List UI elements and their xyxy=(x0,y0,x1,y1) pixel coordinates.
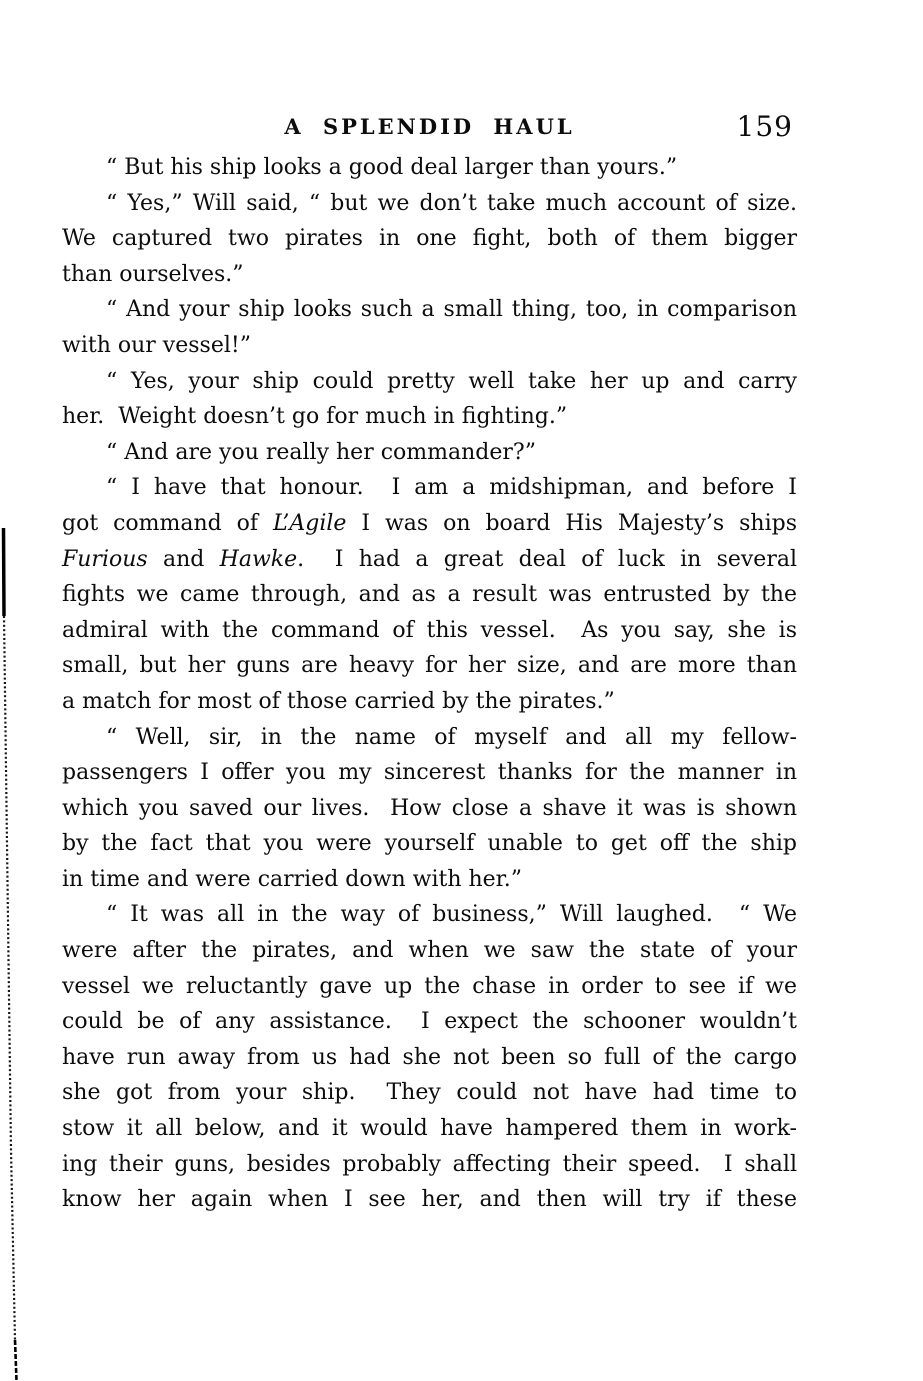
text-line: have run away from us had she not been so full of the cargo xyxy=(62,1044,797,1070)
text-line xyxy=(62,506,797,542)
text-segment: I was on board His Majesty’s ships xyxy=(346,510,798,536)
text-line: could be of any assistance. I expect the schooner wouldn’t xyxy=(62,1009,797,1035)
text-line: admiral with the command of this vessel. As you say, she is xyxy=(62,617,797,643)
text-line: know her again when I see her, and then will try if these xyxy=(62,1187,797,1213)
text-segment: . I had a great deal of luck in several xyxy=(297,546,797,572)
text-line xyxy=(62,542,797,578)
text-line: vessel we reluctantly gave up the chase in order to see if we xyxy=(62,973,797,999)
text-line: We captured two pirates in one fight, both of them bigger xyxy=(62,226,797,252)
text-line: her. Weight doesn’t go for much in fighting.” xyxy=(62,404,568,430)
paragraph xyxy=(62,897,797,1217)
text-line: she got from your ship. They could not have had time to xyxy=(62,1080,797,1106)
text-line: “ And are you really her commander?” xyxy=(106,439,536,465)
text-line: “ But his ship looks a good deal larger than yours.” xyxy=(106,155,678,180)
text-line: fights we came through, and as a result was entrusted by the xyxy=(62,582,797,608)
text-line: “ I have that honour. I am a midshipman, and before I xyxy=(106,475,797,501)
paragraph xyxy=(62,292,797,363)
text-line: “ And your ship looks such a small thing, too, in comparison xyxy=(106,297,797,323)
text-line: “ It was all in the way of business,” Will laughed. “ We xyxy=(106,902,797,928)
text-segment: got command of xyxy=(62,510,274,536)
text-line: in time and were carried down with her.” xyxy=(62,866,523,892)
text-line: were after the pirates, and when we saw the state of your xyxy=(62,938,797,964)
text-line: “ Well, sir, in the name of myself and all my fellow- xyxy=(106,724,797,750)
scan-binding-artifact xyxy=(0,0,25,1381)
page-text xyxy=(62,150,797,1218)
text-line: “ Yes, your ship could pretty well take her up and carry xyxy=(106,368,797,394)
text-segment: and xyxy=(147,546,220,572)
text-line: with our vessel!” xyxy=(62,332,251,358)
ship-name-italic: Hawke xyxy=(219,546,298,572)
text-line: a match for most of those carried by the pirates.” xyxy=(62,688,615,714)
page-number: 159 xyxy=(736,110,793,143)
text-line: “ Yes,” Will said, “ but we don’t take much account of size. xyxy=(106,190,797,216)
ship-name-italic: L’Agile xyxy=(273,510,347,536)
text-line: which you saved our lives. How close a shave it was is shown xyxy=(62,795,797,821)
paragraph xyxy=(62,186,797,293)
text-line: ing their guns, besides probably affecting their speed. I shall xyxy=(62,1151,797,1177)
paragraph xyxy=(62,150,797,186)
ship-name-italic: Furious xyxy=(62,546,148,572)
paragraph xyxy=(62,470,797,719)
running-head-title: A SPLENDID HAUL xyxy=(284,114,575,139)
text-line: stow it all below, and it would have hampered them in work- xyxy=(62,1116,797,1142)
text-line: passengers I offer you my sincerest thanks for the manner in xyxy=(62,760,797,786)
text-line: than ourselves.” xyxy=(62,261,244,287)
page-header xyxy=(62,110,797,142)
text-line: by the fact that you were yourself unable to get off the ship xyxy=(62,831,797,857)
paragraph xyxy=(62,364,797,435)
text-line: small, but her guns are heavy for her size, and are more than xyxy=(62,653,797,679)
paragraph xyxy=(62,720,797,898)
paragraph xyxy=(62,435,797,471)
